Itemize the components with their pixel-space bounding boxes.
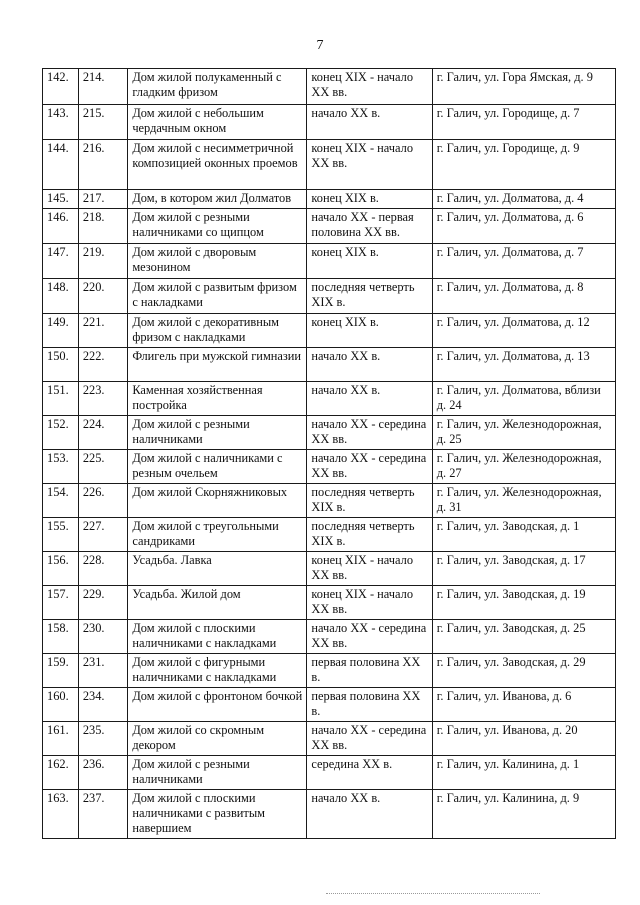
table-row xyxy=(43,586,616,620)
row-number: 150. xyxy=(43,348,79,382)
table-row xyxy=(43,484,616,518)
object-address: г. Галич, ул. Долматова, д. 4 xyxy=(432,190,615,209)
object-date: последняя четверть XIX в. xyxy=(307,484,432,518)
object-name: Дом жилой со скромным декором xyxy=(128,722,307,756)
object-date: начало XX - середина XX вв. xyxy=(307,416,432,450)
register-number: 219. xyxy=(78,244,128,279)
register-number: 221. xyxy=(78,314,128,348)
object-date: конец XIX в. xyxy=(307,244,432,279)
table-row xyxy=(43,620,616,654)
register-number: 235. xyxy=(78,722,128,756)
row-number: 160. xyxy=(43,688,79,722)
object-address: г. Галич, ул. Заводская, д. 19 xyxy=(432,586,615,620)
table-row xyxy=(43,688,616,722)
table-row xyxy=(43,348,616,382)
object-name: Дом жилой с резными наличниками со щипцом xyxy=(128,209,307,244)
row-number: 142. xyxy=(43,69,79,105)
table-row xyxy=(43,756,616,790)
object-address: г. Галич, ул. Долматова, д. 8 xyxy=(432,279,615,314)
object-name: Дом жилой с фигурными наличниками с накладками xyxy=(128,654,307,688)
object-date: конец XIX - начало XX вв. xyxy=(307,552,432,586)
object-address: г. Галич, ул. Заводская, д. 25 xyxy=(432,620,615,654)
object-address: г. Галич, ул. Заводская, д. 17 xyxy=(432,552,615,586)
register-number: 231. xyxy=(78,654,128,688)
row-number: 157. xyxy=(43,586,79,620)
object-date: последняя четверть XIX в. xyxy=(307,279,432,314)
register-number: 214. xyxy=(78,69,128,105)
page-number: 7 xyxy=(316,38,324,53)
object-name: Усадьба. Лавка xyxy=(128,552,307,586)
row-number: 153. xyxy=(43,450,79,484)
object-date: середина XX в. xyxy=(307,756,432,790)
object-date: конец XIX - начало XX вв. xyxy=(307,69,432,105)
row-number: 147. xyxy=(43,244,79,279)
object-date: первая половина XX в. xyxy=(307,654,432,688)
object-name: Дом жилой с резными наличниками xyxy=(128,416,307,450)
object-name: Дом жилой с плоскими наличниками с накладками xyxy=(128,620,307,654)
table-row xyxy=(43,654,616,688)
object-name: Дом жилой с декоративным фризом с накладками xyxy=(128,314,307,348)
table-row xyxy=(43,552,616,586)
row-number: 163. xyxy=(43,790,79,839)
table-row xyxy=(43,518,616,552)
object-name: Усадьба. Жилой дом xyxy=(128,586,307,620)
row-number: 152. xyxy=(43,416,79,450)
object-name: Флигель при мужской гимназии xyxy=(128,348,307,382)
row-number: 146. xyxy=(43,209,79,244)
table-row xyxy=(43,140,616,190)
monuments-table xyxy=(42,68,616,839)
register-number: 230. xyxy=(78,620,128,654)
register-number: 223. xyxy=(78,382,128,416)
object-date: последняя четверть XIX в. xyxy=(307,518,432,552)
row-number: 158. xyxy=(43,620,79,654)
table-row xyxy=(43,244,616,279)
row-number: 148. xyxy=(43,279,79,314)
object-name: Дом жилой полукаменный с гладким фризом xyxy=(128,69,307,105)
register-number: 226. xyxy=(78,484,128,518)
row-number: 149. xyxy=(43,314,79,348)
object-address: г. Галич, ул. Заводская, д. 29 xyxy=(432,654,615,688)
register-number: 217. xyxy=(78,190,128,209)
object-date: начало XX в. xyxy=(307,790,432,839)
register-number: 218. xyxy=(78,209,128,244)
object-date: конец XIX в. xyxy=(307,314,432,348)
object-name: Дом жилой с несимметричной композицией оконных проемов xyxy=(128,140,307,190)
object-date: конец XIX - начало XX вв. xyxy=(307,586,432,620)
register-number: 222. xyxy=(78,348,128,382)
object-name: Дом, в котором жил Долматов xyxy=(128,190,307,209)
table-row xyxy=(43,382,616,416)
table-row xyxy=(43,416,616,450)
object-name: Каменная хозяйственная постройка xyxy=(128,382,307,416)
object-name: Дом жилой с резными наличниками xyxy=(128,756,307,790)
row-number: 154. xyxy=(43,484,79,518)
register-number: 227. xyxy=(78,518,128,552)
object-name: Дом жилой с плоскими наличниками с развитым навершием xyxy=(128,790,307,839)
object-name: Дом жилой Скорняжниковых xyxy=(128,484,307,518)
row-number: 143. xyxy=(43,105,79,140)
register-number: 234. xyxy=(78,688,128,722)
table-row xyxy=(43,105,616,140)
row-number: 145. xyxy=(43,190,79,209)
object-date: конец XIX в. xyxy=(307,190,432,209)
register-number: 216. xyxy=(78,140,128,190)
register-number: 224. xyxy=(78,416,128,450)
table-row xyxy=(43,69,616,105)
object-name: Дом жилой с небольшим чердачным окном xyxy=(128,105,307,140)
register-number: 229. xyxy=(78,586,128,620)
row-number: 159. xyxy=(43,654,79,688)
object-address: г. Галич, ул. Долматова, д. 13 xyxy=(432,348,615,382)
object-date: начало XX в. xyxy=(307,348,432,382)
object-address: г. Галич, ул. Иванова, д. 20 xyxy=(432,722,615,756)
object-name: Дом жилой с дворовым мезонином xyxy=(128,244,307,279)
object-name: Дом жилой с треугольными сандриками xyxy=(128,518,307,552)
object-address: г. Галич, ул. Городище, д. 7 xyxy=(432,105,615,140)
object-address: г. Галич, ул. Долматова, д. 7 xyxy=(432,244,615,279)
object-address: г. Галич, ул. Железнодорожная, д. 25 xyxy=(432,416,615,450)
object-name: Дом жилой с фронтоном бочкой xyxy=(128,688,307,722)
row-number: 162. xyxy=(43,756,79,790)
object-address: г. Галич, ул. Заводская, д. 1 xyxy=(432,518,615,552)
row-number: 155. xyxy=(43,518,79,552)
object-date: начало XX - середина XX вв. xyxy=(307,450,432,484)
object-address: г. Галич, ул. Долматова, д. 6 xyxy=(432,209,615,244)
table-row xyxy=(43,790,616,839)
object-address: г. Галич, ул. Городище, д. 9 xyxy=(432,140,615,190)
object-date: начало XX в. xyxy=(307,382,432,416)
row-number: 156. xyxy=(43,552,79,586)
row-number: 161. xyxy=(43,722,79,756)
object-address: г. Галич, ул. Иванова, д. 6 xyxy=(432,688,615,722)
table-row xyxy=(43,722,616,756)
object-date: начало XX - середина XX вв. xyxy=(307,620,432,654)
object-date: первая половина XX в. xyxy=(307,688,432,722)
table-row xyxy=(43,279,616,314)
object-address: г. Галич, ул. Гора Ямская, д. 9 xyxy=(432,69,615,105)
object-date: начало XX - первая половина XX вв. xyxy=(307,209,432,244)
object-date: начало XX - середина XX вв. xyxy=(307,722,432,756)
object-address: г. Галич, ул. Железнодорожная, д. 27 xyxy=(432,450,615,484)
table-row xyxy=(43,209,616,244)
object-address: г. Галич, ул. Долматова, вблизи д. 24 xyxy=(432,382,615,416)
object-date: начало XX в. xyxy=(307,105,432,140)
row-number: 144. xyxy=(43,140,79,190)
object-address: г. Галич, ул. Долматова, д. 12 xyxy=(432,314,615,348)
register-number: 215. xyxy=(78,105,128,140)
table-row xyxy=(43,314,616,348)
object-name: Дом жилой с развитым фризом с накладками xyxy=(128,279,307,314)
register-number: 237. xyxy=(78,790,128,839)
row-number: 151. xyxy=(43,382,79,416)
table-row xyxy=(43,190,616,209)
register-number: 220. xyxy=(78,279,128,314)
footer-divider xyxy=(326,893,540,894)
object-address: г. Галич, ул. Калинина, д. 1 xyxy=(432,756,615,790)
object-date: конец XIX - начало XX вв. xyxy=(307,140,432,190)
register-number: 228. xyxy=(78,552,128,586)
register-number: 236. xyxy=(78,756,128,790)
object-address: г. Галич, ул. Железнодорожная, д. 31 xyxy=(432,484,615,518)
register-number: 225. xyxy=(78,450,128,484)
table-row xyxy=(43,450,616,484)
object-address: г. Галич, ул. Калинина, д. 9 xyxy=(432,790,615,839)
object-name: Дом жилой с наличниками с резным очельем xyxy=(128,450,307,484)
